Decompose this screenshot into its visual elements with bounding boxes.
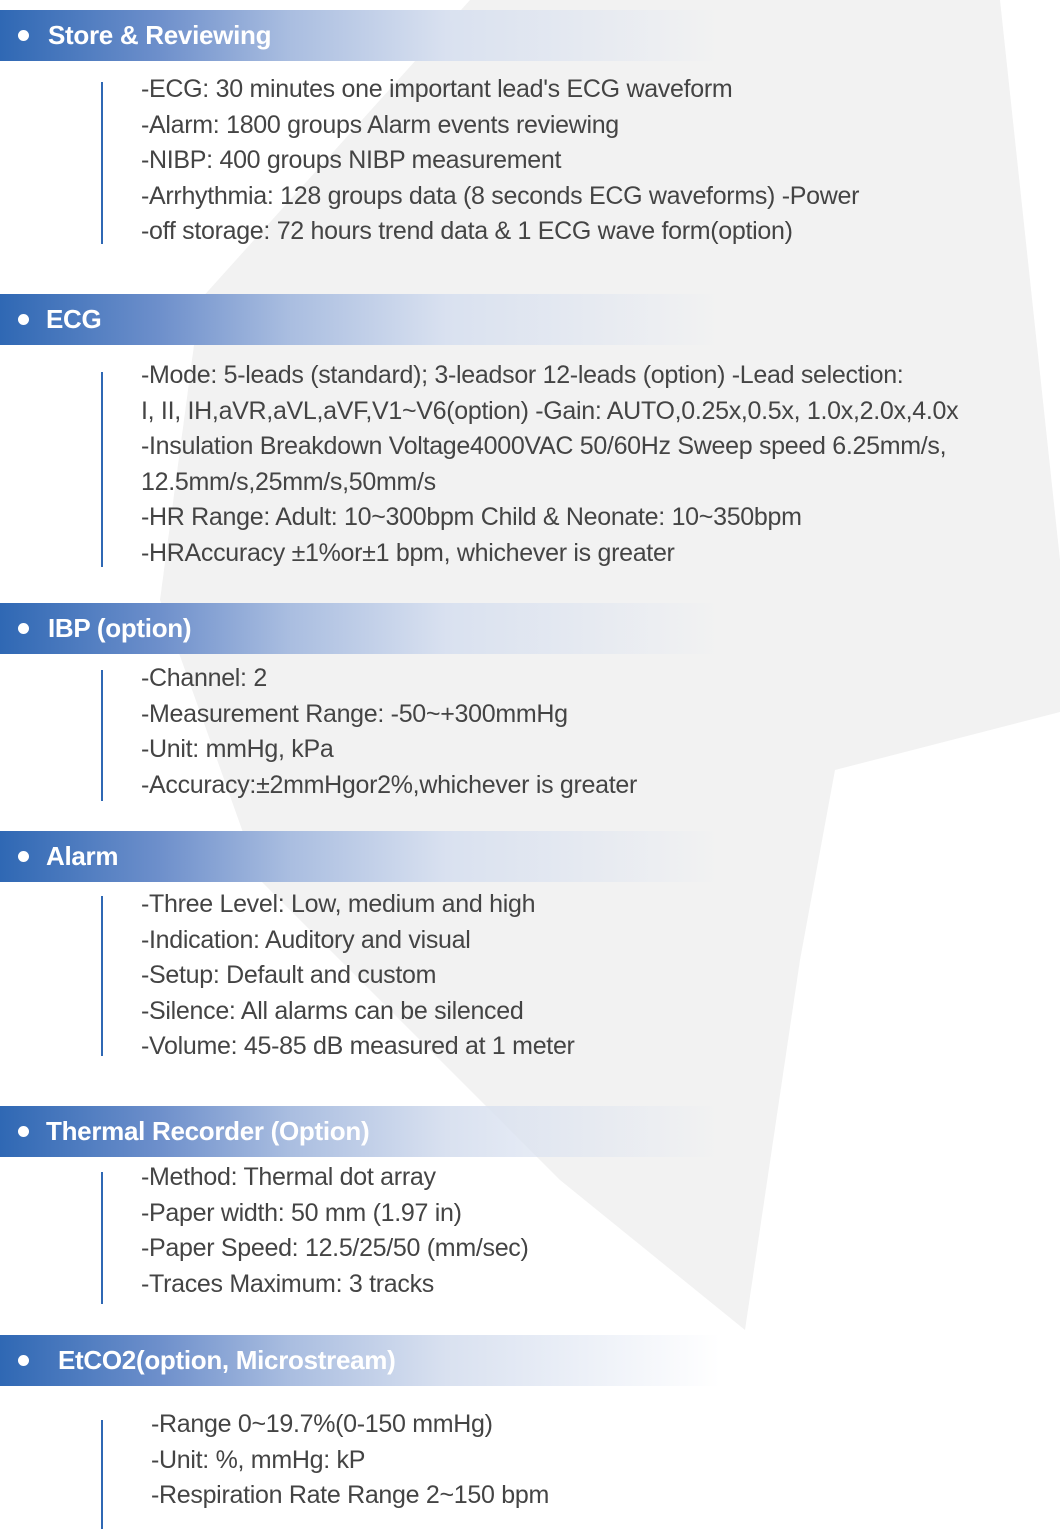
spec-line: -HR Range: Adult: 10~300bpm Child & Neonate: 10~350bpm bbox=[141, 503, 802, 531]
section-divider-line bbox=[101, 1172, 103, 1304]
section-header bbox=[0, 10, 720, 61]
spec-line: -Paper width: 50 mm (1.97 in) bbox=[141, 1198, 462, 1227]
spec-line: -Paper Speed: 12.5/25/50 (mm/sec) bbox=[141, 1234, 529, 1262]
bullet-icon bbox=[18, 1355, 29, 1366]
section-header bbox=[0, 1335, 720, 1386]
spec-line: -Three Level: Low, medium and high bbox=[141, 890, 536, 918]
section-header bbox=[0, 294, 720, 345]
spec-line: -Mode: 5-leads (standard); 3-leadsor 12-leads (option) -Lead selection: bbox=[141, 361, 904, 389]
spec-line: -Alarm: 1800 groups Alarm events reviewing bbox=[141, 110, 619, 139]
spec-line: I, II, IH,aVR,aVL,aVF,V1~V6(option) -Gain: AUTO,0.25x,0.5x, 1.0x,2.0x,4.0x bbox=[141, 396, 959, 425]
spec-line: -Method: Thermal dot array bbox=[141, 1163, 436, 1191]
spec-line: -Traces Maximum: 3 tracks bbox=[141, 1269, 435, 1298]
section-divider-line bbox=[101, 670, 103, 801]
section-title: Store & Reviewing bbox=[48, 20, 272, 50]
spec-line: -Setup: Default and custom bbox=[141, 961, 437, 989]
section-header bbox=[0, 831, 720, 882]
spec-line: -Insulation Breakdown Voltage4000VAC 50/60Hz Sweep speed 6.25mm/s, bbox=[141, 432, 947, 460]
spec-list bbox=[141, 887, 575, 1065]
spec-line: -Unit: %, mmHg: kP bbox=[151, 1445, 366, 1474]
section-divider-line bbox=[101, 82, 103, 244]
spec-list bbox=[141, 358, 958, 571]
spec-line: -off storage: 72 hours trend data & 1 ECG wave form(option) bbox=[141, 217, 793, 245]
spec-line: -Accuracy:±2mmHgor2%,whichever is greater bbox=[141, 770, 638, 799]
spec-line: -HRAccuracy ±1%or±1 bpm, whichever is greater bbox=[141, 538, 675, 567]
bullet-icon bbox=[18, 623, 29, 634]
bullet-icon bbox=[18, 851, 29, 862]
spec-list bbox=[141, 661, 637, 803]
section-divider-line bbox=[101, 372, 103, 567]
section-title: ECG bbox=[46, 304, 102, 334]
spec-line: -Indication: Auditory and visual bbox=[141, 925, 471, 954]
section-divider-line bbox=[101, 1420, 103, 1529]
spec-line: -Volume: 45-85 dB measured at 1 meter bbox=[141, 1032, 575, 1060]
spec-line: -ECG: 30 minutes one important lead's ECG waveform bbox=[141, 75, 733, 103]
spec-line: -Unit: mmHg, kPa bbox=[141, 735, 334, 763]
section-title: Thermal Recorder (Option) bbox=[46, 1116, 370, 1146]
spec-line: -Measurement Range: -50~+300mmHg bbox=[141, 699, 568, 728]
spec-list bbox=[141, 1160, 529, 1302]
section-header bbox=[0, 603, 720, 654]
spec-list bbox=[141, 72, 859, 250]
section-title: Alarm bbox=[46, 841, 119, 871]
spec-line: -Range 0~19.7%(0-150 mmHg) bbox=[151, 1410, 493, 1438]
spec-list bbox=[151, 1407, 549, 1514]
bullet-icon bbox=[18, 30, 29, 41]
bullet-icon bbox=[18, 314, 29, 325]
spec-line: 12.5mm/s,25mm/s,50mm/s bbox=[141, 467, 436, 496]
section-header bbox=[0, 1106, 720, 1157]
spec-line: -Respiration Rate Range 2~150 bpm bbox=[151, 1481, 549, 1509]
spec-line: -Channel: 2 bbox=[141, 664, 267, 692]
bullet-icon bbox=[18, 1126, 29, 1137]
spec-line: -Arrhythmia: 128 groups data (8 seconds ECG waveforms) -Power bbox=[141, 181, 860, 210]
spec-line: -Silence: All alarms can be silenced bbox=[141, 996, 524, 1025]
spec-line: -NIBP: 400 groups NIBP measurement bbox=[141, 146, 562, 174]
section-divider-line bbox=[101, 896, 103, 1056]
section-title: EtCO2(option, Microstream) bbox=[58, 1345, 396, 1375]
section-title: IBP (option) bbox=[48, 613, 192, 643]
